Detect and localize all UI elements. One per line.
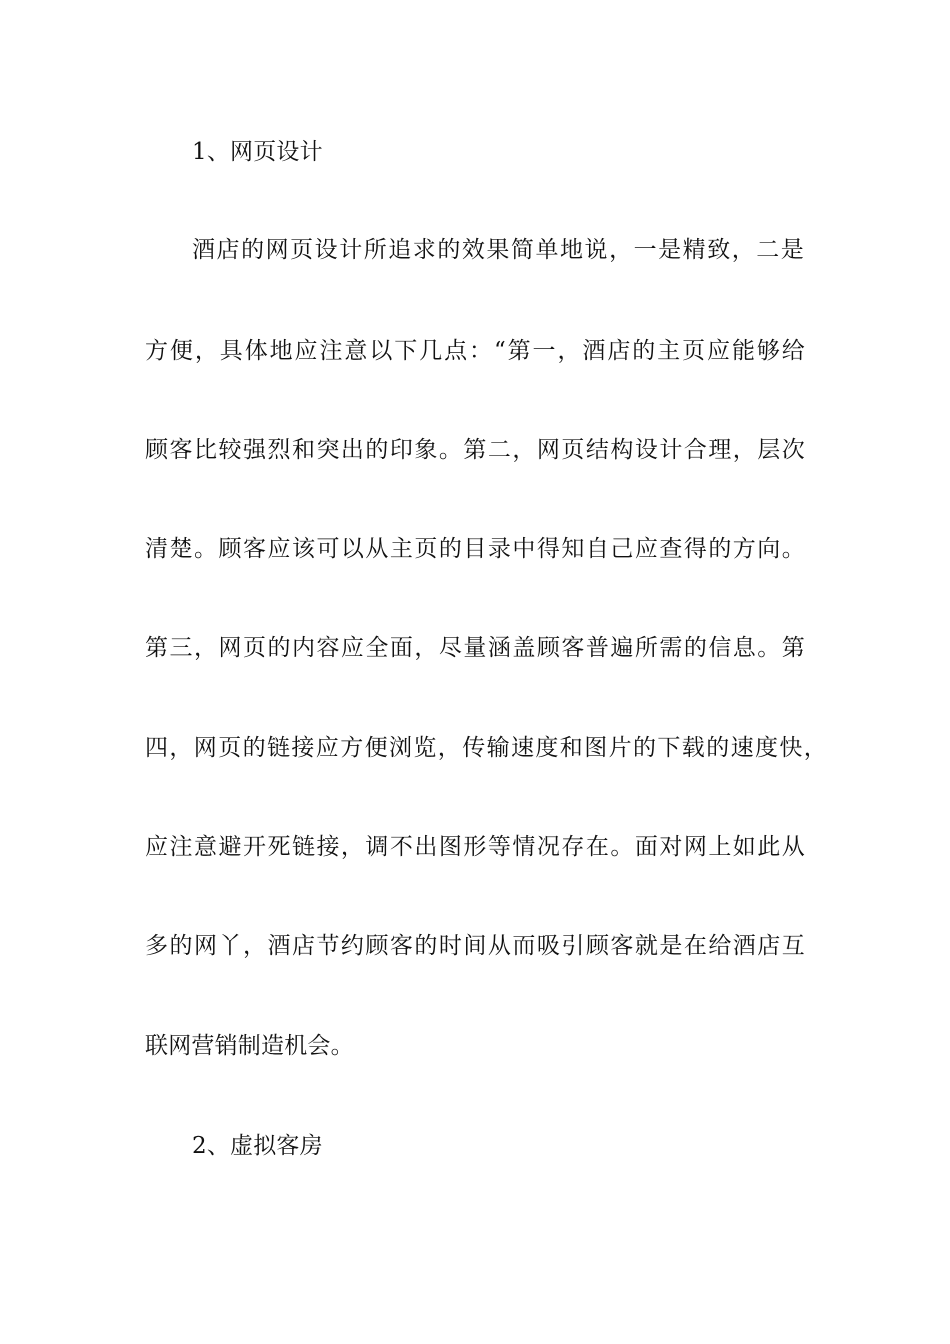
- paragraph-line-2: 方便，具体地应注意以下几点：“第一，酒店的主页应能够给: [145, 338, 805, 364]
- paragraph-line-5: 第三，网页的内容应全面，尽量涵盖顾客普遍所需的信息。第: [145, 635, 805, 661]
- paragraph-line-6: 四，网页的链接应方便浏览，传输速度和图片的下载的速度快，: [145, 735, 827, 761]
- section-heading-web-design: 1、网页设计: [192, 139, 323, 165]
- paragraph-line-4: 清楚。顾客应该可以从主页的目录中得知自己应查得的方向。: [145, 536, 805, 562]
- paragraph-line-8: 多的网丫，酒店节约顾客的时间从而吸引顾客就是在给酒店互: [145, 933, 805, 959]
- section-heading-virtual-room: 2、虚拟客房: [192, 1133, 323, 1159]
- paragraph-line-3: 顾客比较强烈和突出的印象。第二，网页结构设计合理，层次: [145, 437, 805, 463]
- paragraph-line-7: 应注意避开死链接，调不出图形等情况存在。面对网上如此从: [145, 834, 805, 860]
- paragraph-line-9: 联网营销制造机会。: [145, 1033, 354, 1059]
- paragraph-line-1: 酒店的网页设计所追求的效果简单地说，一是精致，二是: [192, 237, 804, 263]
